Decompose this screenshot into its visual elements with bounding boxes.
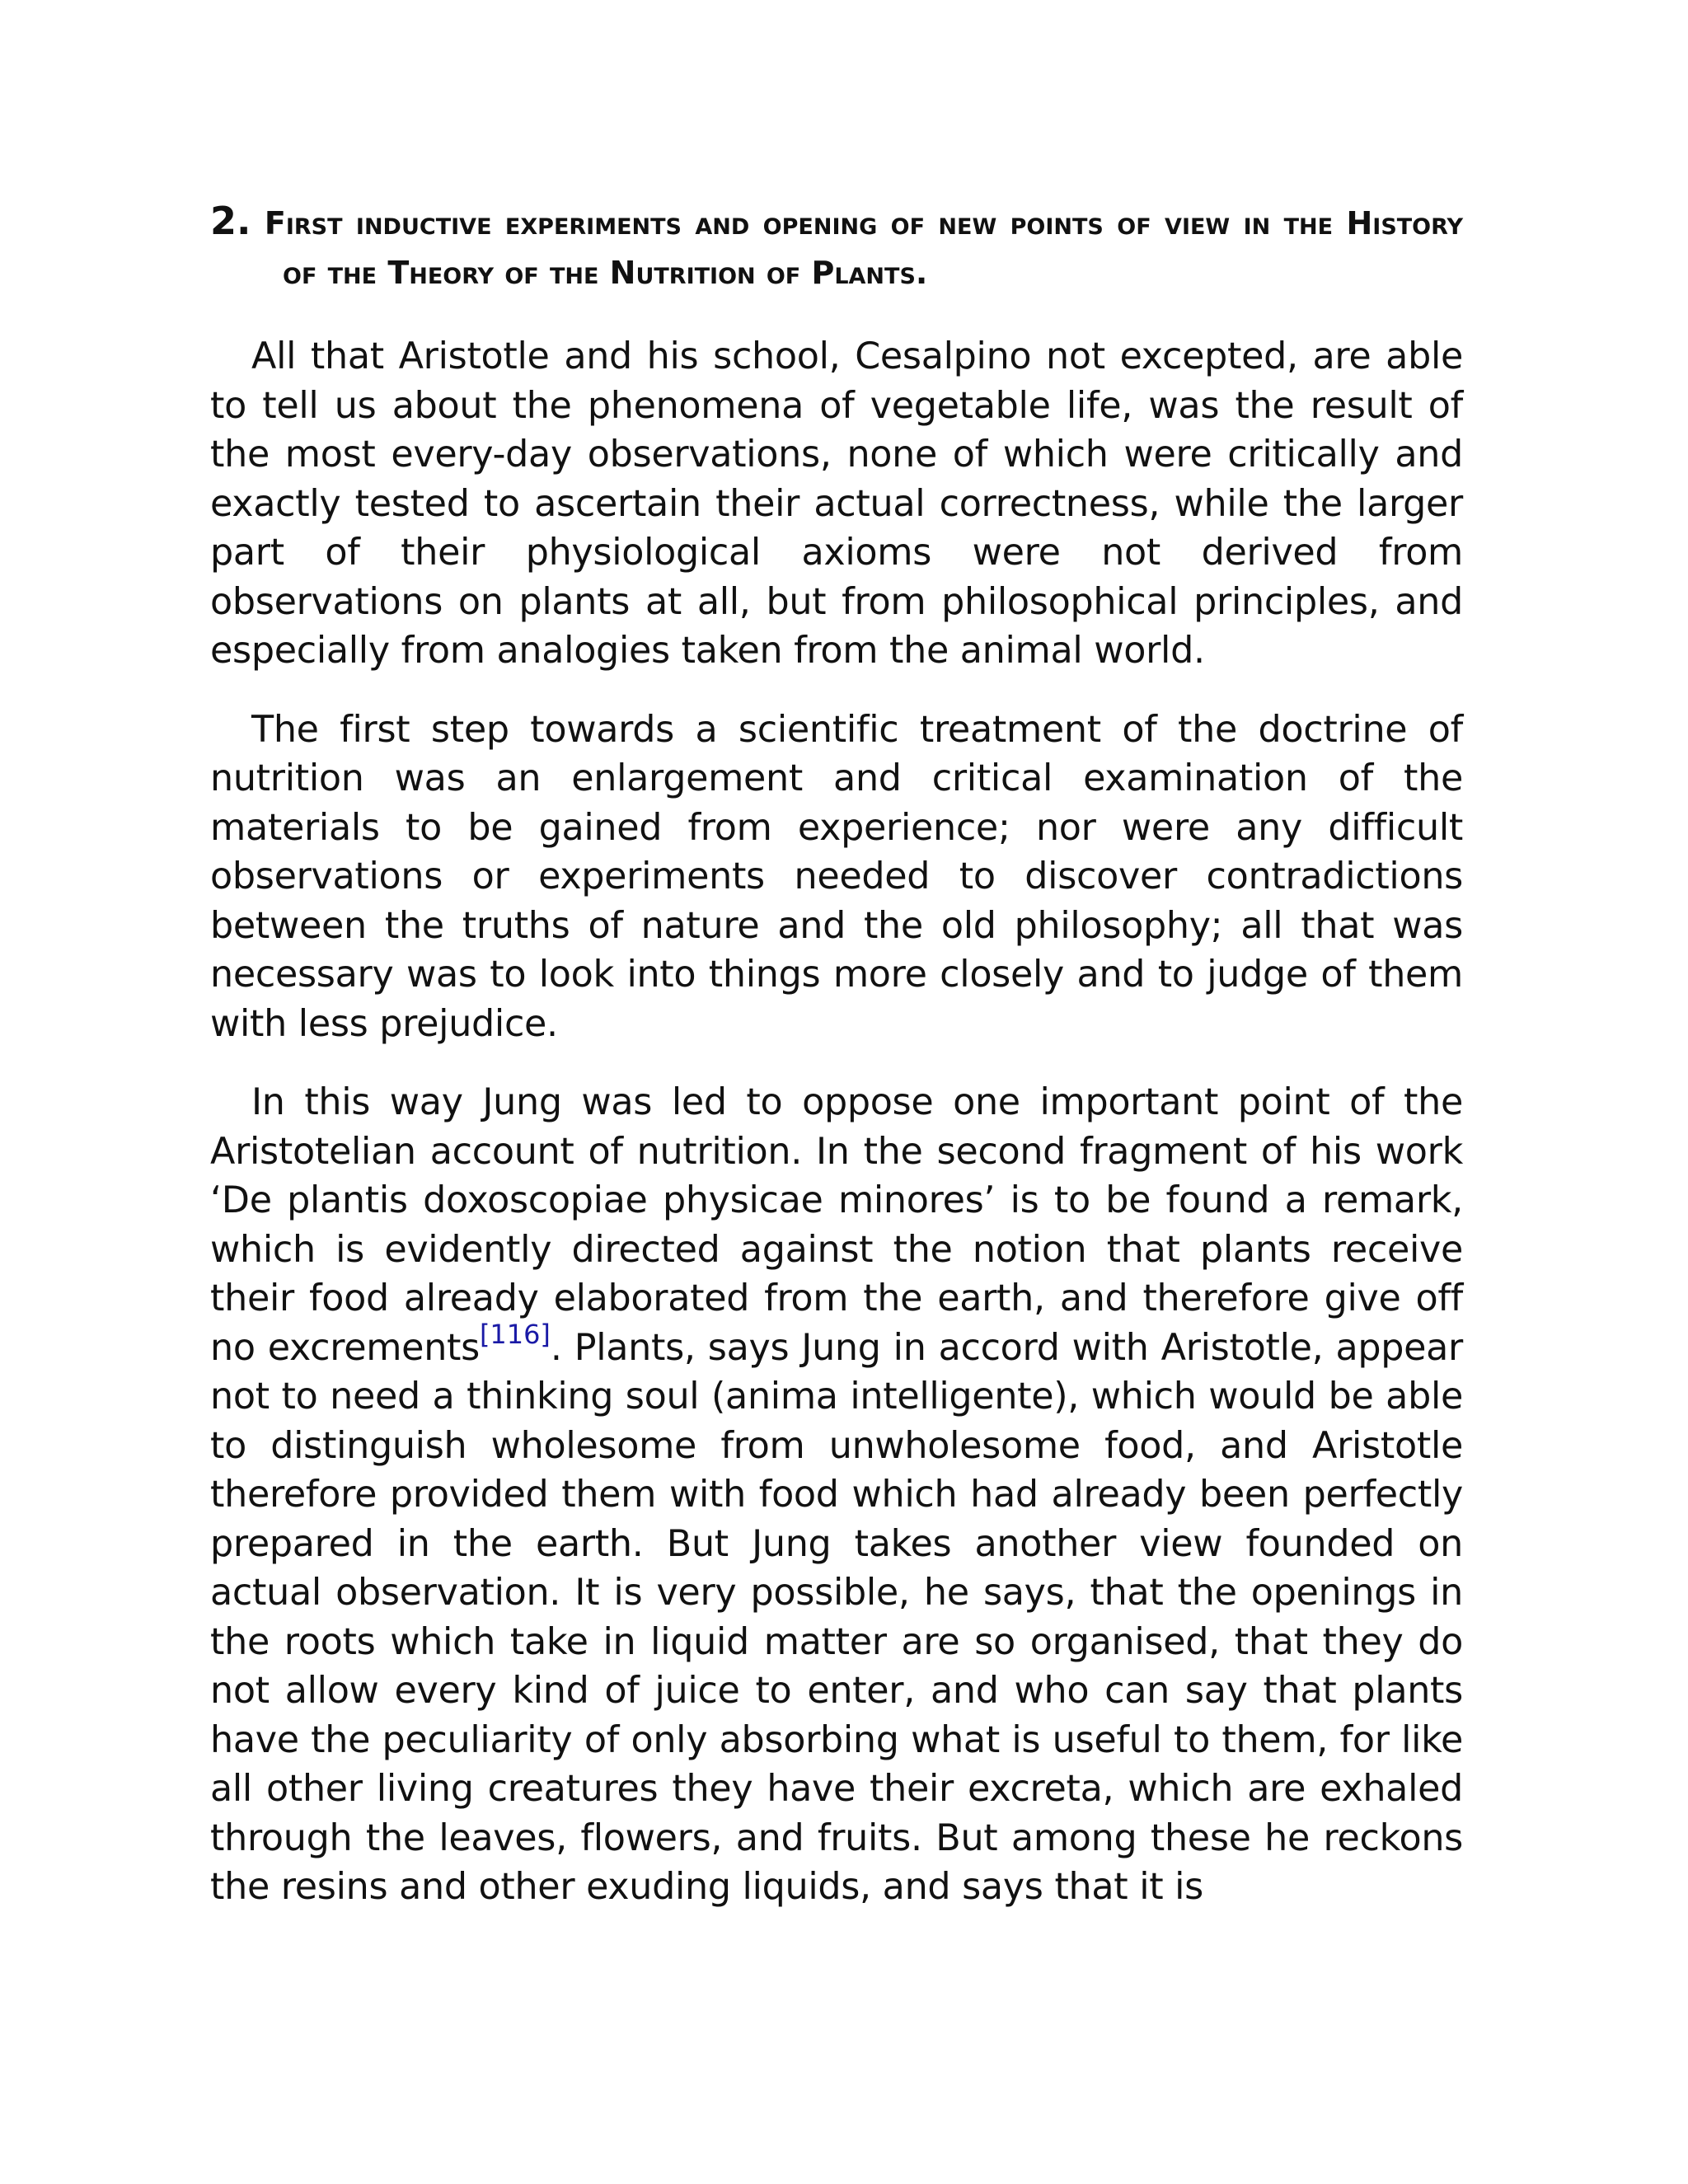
paragraph-3-text-after-note: . Plants, says Jung in accord with Aristotle, appear not to need a thinking soul (anima intelligente), which would be able to distinguish wholesome from unwholesome food, and Aristotle therefore provided them with food which had already been perfectly prepared in the earth. But Jung takes another view founded on actual observation. It is very possible, he says, that the openings in the roots which take in liquid matter are so organised, that they do not allow every kind of juice to enter, and who can say that plants have the peculiarity of only absorbing what is useful to them, for like all other living creatures they have their excreta, which are exhaled through the leaves, flowers, and fruits. But among these he reckons the resins and other exuding liquids, and says that it is xyxy=(210,1326,1463,1908)
paragraph-3-text-before-note: In this way Jung was led to oppose one important point of the Aristotelian account of nutrition. In the second fragment of his work ‘De plantis doxoscopiae physicae minores’ is to be found a remark, which is evidently directed against the notion that plants receive their food already elaborated from the earth, and therefore give off no excrements xyxy=(210,1081,1463,1369)
paragraph-1: All that Aristotle and his school, Cesalpino not excepted, are able to tell us about the phenomena of vegetable life, was the result of the most every-day observations, none of which were critically and exactly tested to ascertain their actual correctness, while the larger part of their physiological axioms were not derived from observations on plants at all, but from philosophical principles, and especially from analogies taken from the animal world. xyxy=(210,335,1463,672)
section-title: First inductive experiments and opening of new points of view in the History of the Theory of the Nutrition of Plants. xyxy=(264,205,1463,291)
section-heading xyxy=(210,196,1463,298)
section-number: 2. xyxy=(210,199,251,243)
footnote-link-116[interactable]: [116] xyxy=(479,1318,551,1350)
document-page xyxy=(210,196,1463,1942)
paragraph-3 xyxy=(210,1078,1463,1912)
paragraph-2: The first step towards a scientific treatment of the doctrine of nutrition was an enlargement and critical examination of the materials to be gained from experience; nor were any difficult observations or experiments needed to discover contradictions between the truths of nature and the old philosophy; all that was necessary was to look into things more closely and to judge of them with less prejudice. xyxy=(210,708,1463,1045)
